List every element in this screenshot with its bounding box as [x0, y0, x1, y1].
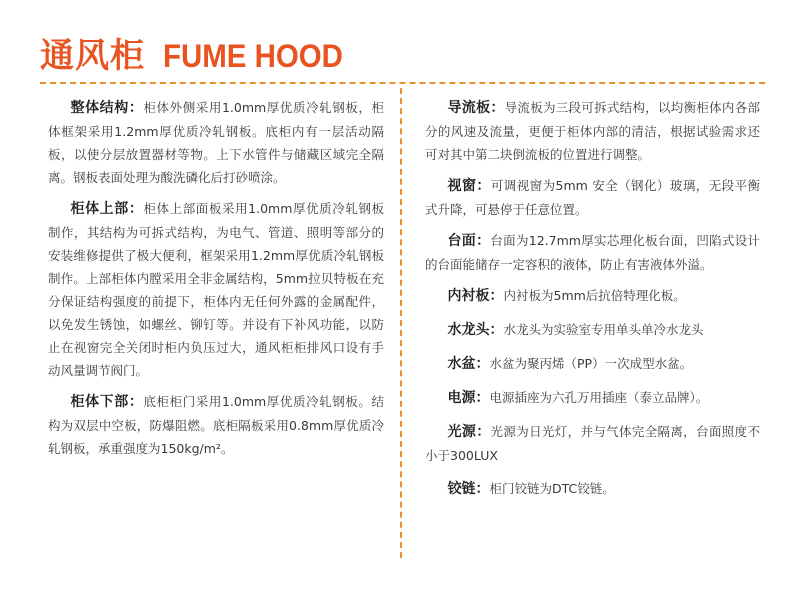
section-liner	[425, 284, 760, 308]
left-column	[48, 96, 384, 468]
header-divider	[40, 82, 765, 84]
section-hinge	[425, 477, 760, 501]
section-text: 底柜柜门采用1.0mm厚优质冷轧钢板。结构为双层中空板，防爆阻燃。底柜隔板采用0.8mm厚优质冷轧钢板，承重强度为150kg/m²。	[48, 394, 385, 456]
section-sink	[425, 352, 760, 376]
section-label: 视窗：	[447, 178, 491, 194]
column-divider	[400, 88, 402, 558]
section-label: 铰链：	[447, 481, 490, 497]
section-text: 水盆为聚丙烯（PP）一次成型水盆。	[489, 356, 693, 371]
section-text: 可调视窗为5mm 安全（钢化）玻璃，无段平衡式升降，可悬停于任意位置。	[425, 178, 761, 217]
section-label: 柜体上部：	[70, 201, 144, 217]
section-label: 水龙头：	[447, 322, 504, 338]
section-text: 内衬板为5mm后抗倍特理化板。	[503, 288, 686, 303]
section-text: 水龙头为实验室专用单头单冷水龙头	[503, 322, 704, 337]
section-label: 光源：	[447, 424, 491, 440]
title-english: FUME HOOD	[163, 38, 343, 74]
section-text: 柜门铰链为DTC铰链。	[489, 481, 615, 496]
section-overall-structure	[48, 96, 384, 189]
right-column	[425, 96, 760, 511]
section-label: 台面：	[447, 233, 491, 249]
page-header	[40, 28, 359, 77]
section-label: 水盆：	[447, 356, 490, 372]
section-text: 导流板为三段可拆式结构，以均衡柜体内各部分的风速及流量，更便于柜体内部的清洁，根据试验需求还可对其中第二块倒流板的位置进行调整。	[425, 100, 760, 162]
section-label: 柜体下部：	[70, 394, 144, 410]
section-text: 光源为日光灯，并与气体完全隔离，台面照度不小于300LUX	[425, 424, 760, 463]
section-label: 电源：	[447, 390, 490, 406]
section-label: 整体结构：	[70, 100, 144, 116]
section-faucet	[425, 318, 760, 342]
section-label: 内衬板：	[447, 288, 504, 304]
section-sash-window	[425, 174, 760, 221]
section-baffle	[425, 96, 760, 166]
section-label: 导流板：	[447, 100, 505, 116]
section-text: 台面为12.7mm厚实芯理化板台面，凹陷式设计的台面能储存一定容积的液体，防止有害液体外溢。	[425, 233, 761, 272]
section-text: 柜体上部面板采用1.0mm厚优质冷轧钢板制作，其结构为可拆式结构，为电气、管道、照明等部分的安装维修提供了极大便利，框架采用1.2mm厚优质冷轧钢板制作。上部柜体内膛采用全非金属结构，5mm拉贝特板在充分保证结构强度的前提下，柜体内无任何外露的金属配件，以免发生锈蚀，如螺丝、铆钉等。并设有下补风功能，以防止在视窗完全关闭时柜内负压过大，通风柜柜排风口设有手动风量调节阀门。	[48, 201, 385, 378]
title-chinese: 通风柜	[40, 36, 145, 76]
section-lower-cabinet	[48, 390, 384, 460]
section-worktop	[425, 229, 760, 276]
section-text: 电源插座为六孔万用插座（泰立品牌）。	[489, 390, 709, 405]
section-power	[425, 386, 760, 410]
section-light-source	[425, 420, 760, 467]
section-upper-cabinet	[48, 197, 384, 382]
section-text: 柜体外侧采用1.0mm厚优质冷轧钢板，柜体框架采用1.2mm厚优质冷轧钢板。底柜内有一层活动隔板，以使分层放置器材等物。上下水管件与储藏区域完全隔离。钢板表面处理为酸洗磷化后打砂喷涂。	[48, 100, 385, 185]
